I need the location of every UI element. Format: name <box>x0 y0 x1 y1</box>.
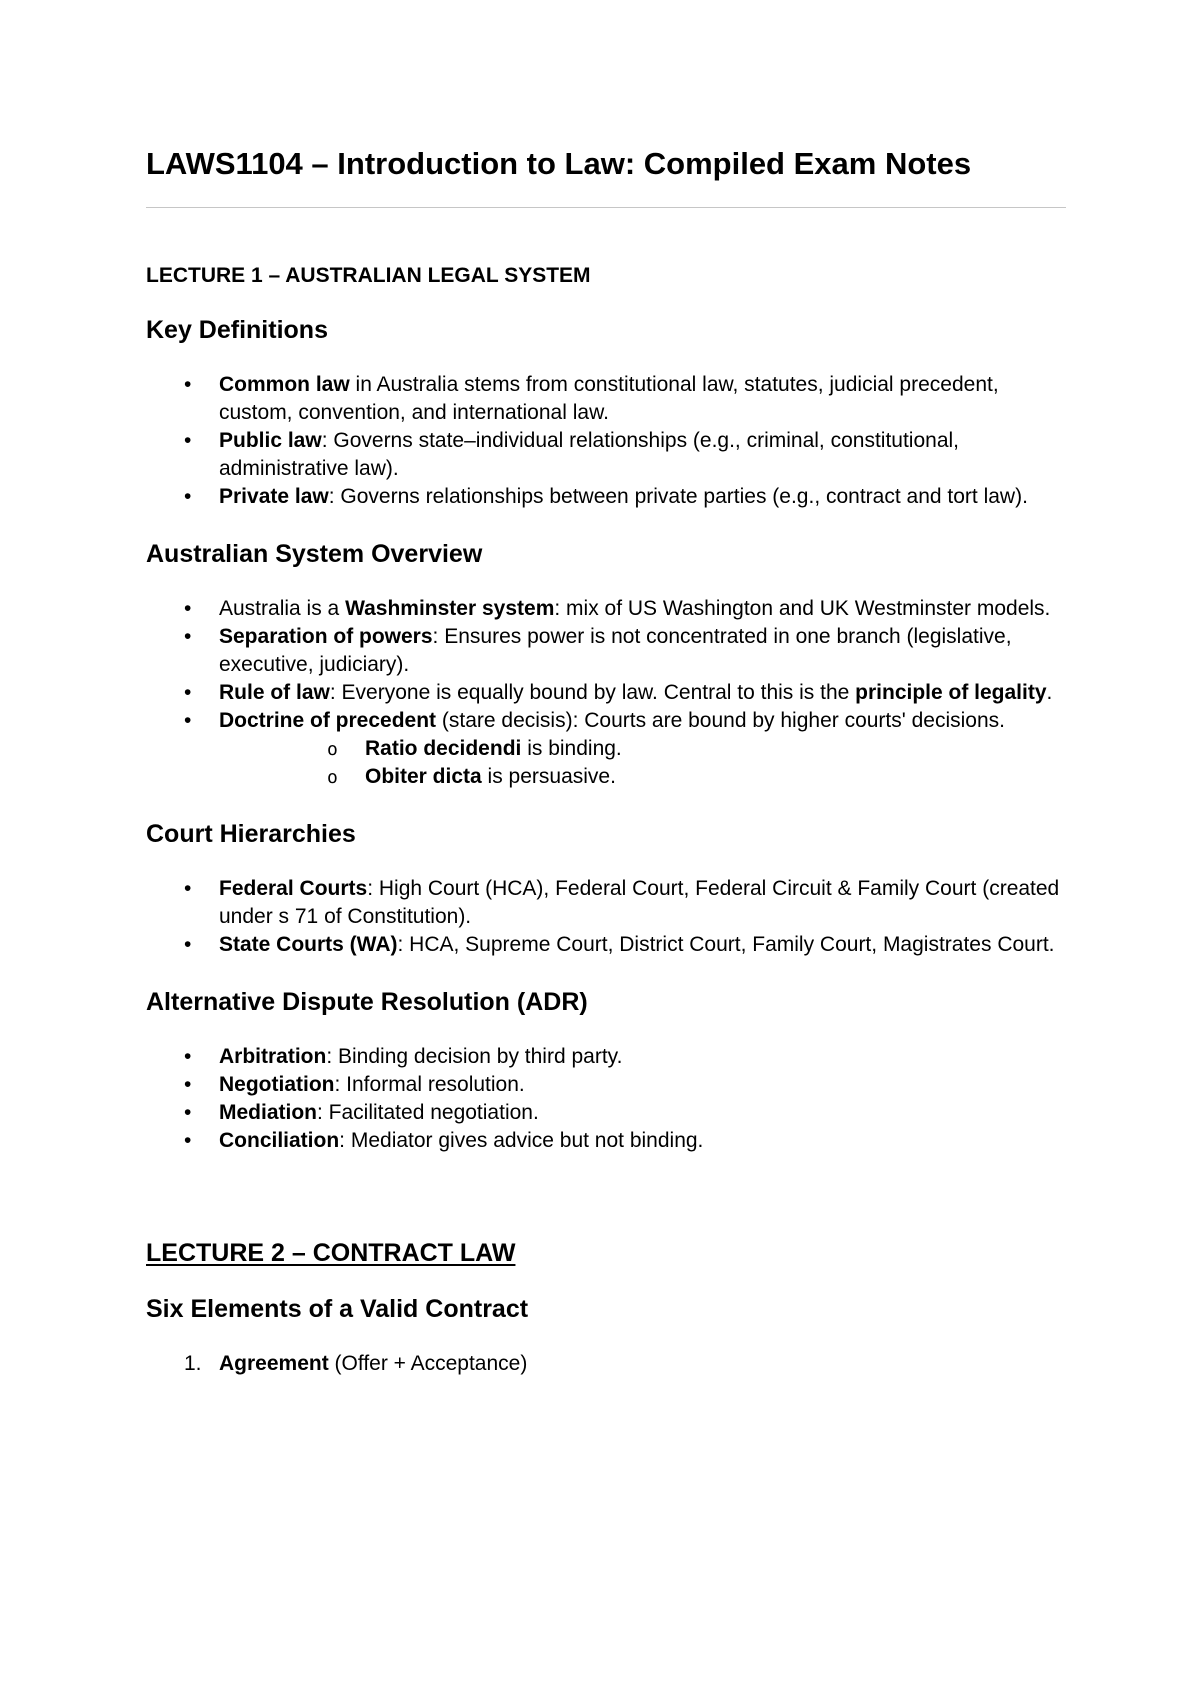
adr-list <box>146 1043 1066 1155</box>
definition: : Ensures power is not concentrated in one branch (legislative, executive, judiciary). <box>219 625 1012 676</box>
list-item <box>146 623 1066 679</box>
key-definitions-list <box>146 371 1066 511</box>
precedent-sublist <box>219 735 1066 791</box>
definition: (Offer + Acceptance) <box>328 1352 528 1375</box>
item-number: 1. <box>184 1352 202 1375</box>
text-prefix: Australia is a <box>219 597 346 620</box>
definition: : High Court (HCA), Federal Court, Federal Circuit & Family Court (created under s 71 of Constitution). <box>219 877 1060 928</box>
document-title: LAWS1104 – Introduction to Law: Compiled Exam Notes <box>146 146 972 181</box>
definition: : Binding decision by third party. <box>326 1045 623 1068</box>
term: Arbitration <box>219 1045 327 1068</box>
definition: in Australia stems from constitutional law, statutes, judicial precedent, custom, convention, and international law. <box>219 373 999 424</box>
definition: : Governs state–individual relationships (e.g., criminal, constitutional, administrative law). <box>219 429 960 480</box>
list-item <box>146 875 1066 931</box>
term: Federal Courts <box>219 877 368 900</box>
definition: : Facilitated negotiation. <box>317 1101 539 1124</box>
system-overview-heading: Australian System Overview <box>146 540 483 568</box>
definition-end: . <box>1046 681 1053 704</box>
term: Obiter dicta <box>365 765 482 788</box>
definition: is persuasive. <box>481 765 616 788</box>
list-item <box>146 1043 1066 1071</box>
list-item <box>146 595 1066 623</box>
sub-list-item <box>219 735 1066 763</box>
term: Common law <box>219 373 350 396</box>
term: Agreement <box>219 1352 329 1375</box>
document-content <box>146 144 1066 1378</box>
contract-elements-heading: Six Elements of a Valid Contract <box>146 1295 529 1323</box>
term: Mediation <box>219 1101 317 1124</box>
list-item <box>146 1099 1066 1127</box>
term: Separation of powers <box>219 625 433 648</box>
definition: : Mediator gives advice but not binding. <box>339 1129 704 1152</box>
term: Public law <box>219 429 322 452</box>
list-item <box>146 707 1066 791</box>
definition: is binding. <box>521 737 622 760</box>
court-hierarchies-heading: Court Hierarchies <box>146 820 356 848</box>
term: Negotiation <box>219 1073 335 1096</box>
court-hierarchies-list <box>146 875 1066 959</box>
list-item <box>146 1127 1066 1155</box>
sub-bullet-marker: o <box>327 739 338 760</box>
definition: : Informal resolution. <box>334 1073 525 1096</box>
lecture-1-heading: LECTURE 1 – AUSTRALIAN LEGAL SYSTEM <box>146 264 591 287</box>
numbered-item <box>146 1350 1066 1378</box>
term: Private law <box>219 485 329 508</box>
list-item <box>146 483 1066 511</box>
definition: : mix of US Washington and UK Westminster models. <box>554 597 1051 620</box>
term: Washminster system <box>345 597 555 620</box>
title-divider <box>146 207 1066 208</box>
adr-heading: Alternative Dispute Resolution (ADR) <box>146 988 588 1016</box>
term: State Courts (WA) <box>219 933 398 956</box>
contract-elements-list <box>146 1350 1066 1378</box>
term: Ratio decidendi <box>365 737 522 760</box>
term: principle of legality <box>855 681 1047 704</box>
sub-bullet-marker: o <box>327 767 338 788</box>
definition: : Governs relationships between private parties (e.g., contract and tort law). <box>328 485 1028 508</box>
definition: : HCA, Supreme Court, District Court, Family Court, Magistrates Court. <box>397 933 1055 956</box>
list-item <box>146 931 1066 959</box>
list-item <box>146 427 1066 483</box>
list-item <box>146 1071 1066 1099</box>
sub-list-item <box>219 763 1066 791</box>
system-overview-list <box>146 595 1066 791</box>
term: Rule of law <box>219 681 330 704</box>
definition: (stare decisis): Courts are bound by higher courts' decisions. <box>436 709 1005 732</box>
key-definitions-heading: Key Definitions <box>146 316 328 344</box>
list-item <box>146 371 1066 427</box>
definition: : Everyone is equally bound by law. Central to this is the <box>329 681 856 704</box>
list-item <box>146 679 1066 707</box>
term: Doctrine of precedent <box>219 709 437 732</box>
term: Conciliation <box>219 1129 340 1152</box>
lecture-2-heading: LECTURE 2 – CONTRACT LAW <box>146 1239 516 1267</box>
